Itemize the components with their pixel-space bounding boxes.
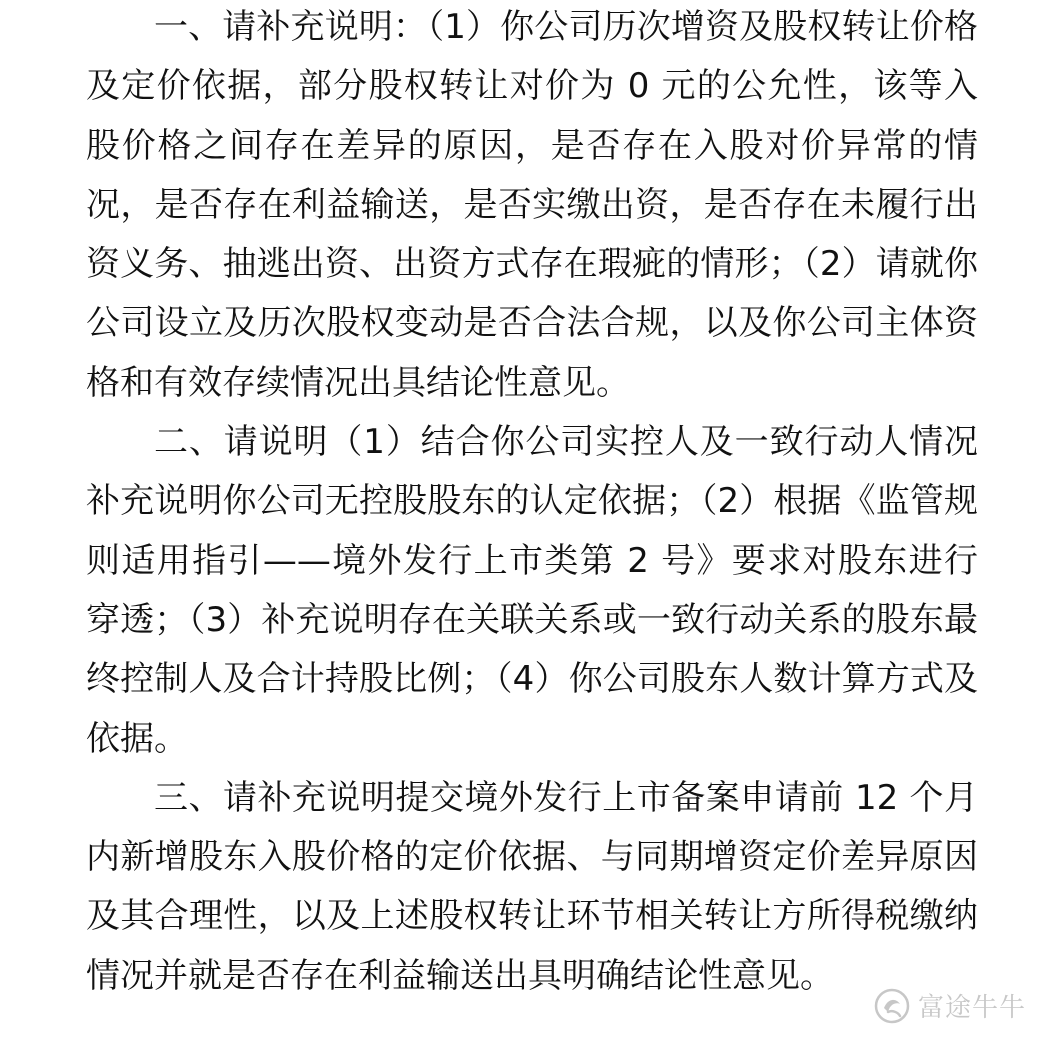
paragraph-1: 一、请补充说明：（1）你公司历次增资及股权转让价格及定价依据，部分股权转让对价为 0 元的公允性，该等入股价格之间存在差异的原因，是否存在入股对价异常的情况，是否存在利益输送，是否实缴出资，是否存在未履行出资义务、抽逃出资、出资方式存在瑕疵的情形；（2）请就你公司设立及历次股权变动是否合法合规，以及你公司主体资格和有效存续情况出具结论性意见。 [86,7,978,403]
watermark-text: 富途牛牛 [917,993,1026,1023]
document-body [86,0,978,1006]
paragraph-2: 二、请说明（1）结合你公司实控人及一致行动人情况补充说明你公司无控股股东的认定依据；（2）根据《监管规则适用指引——境外发行上市类第 2 号》要求对股东进行穿透；（3）补充说明存在关联关系或一致行动关系的股东最终控制人及合计持股比例；（4）你公司股东人数计算方式及依据。 [86,422,978,759]
futu-logo-icon [874,988,910,1024]
watermark [874,987,1026,1024]
paragraph-3: 三、请补充说明提交境外发行上市备案申请前 12 个月内新增股东入股价格的定价依据、与同期增资定价差异原因及其合理性，以及上述股权转让环节相关转让方所得税缴纳情况并就是否存在利益输送出具明确结论性意见。 [86,777,978,996]
